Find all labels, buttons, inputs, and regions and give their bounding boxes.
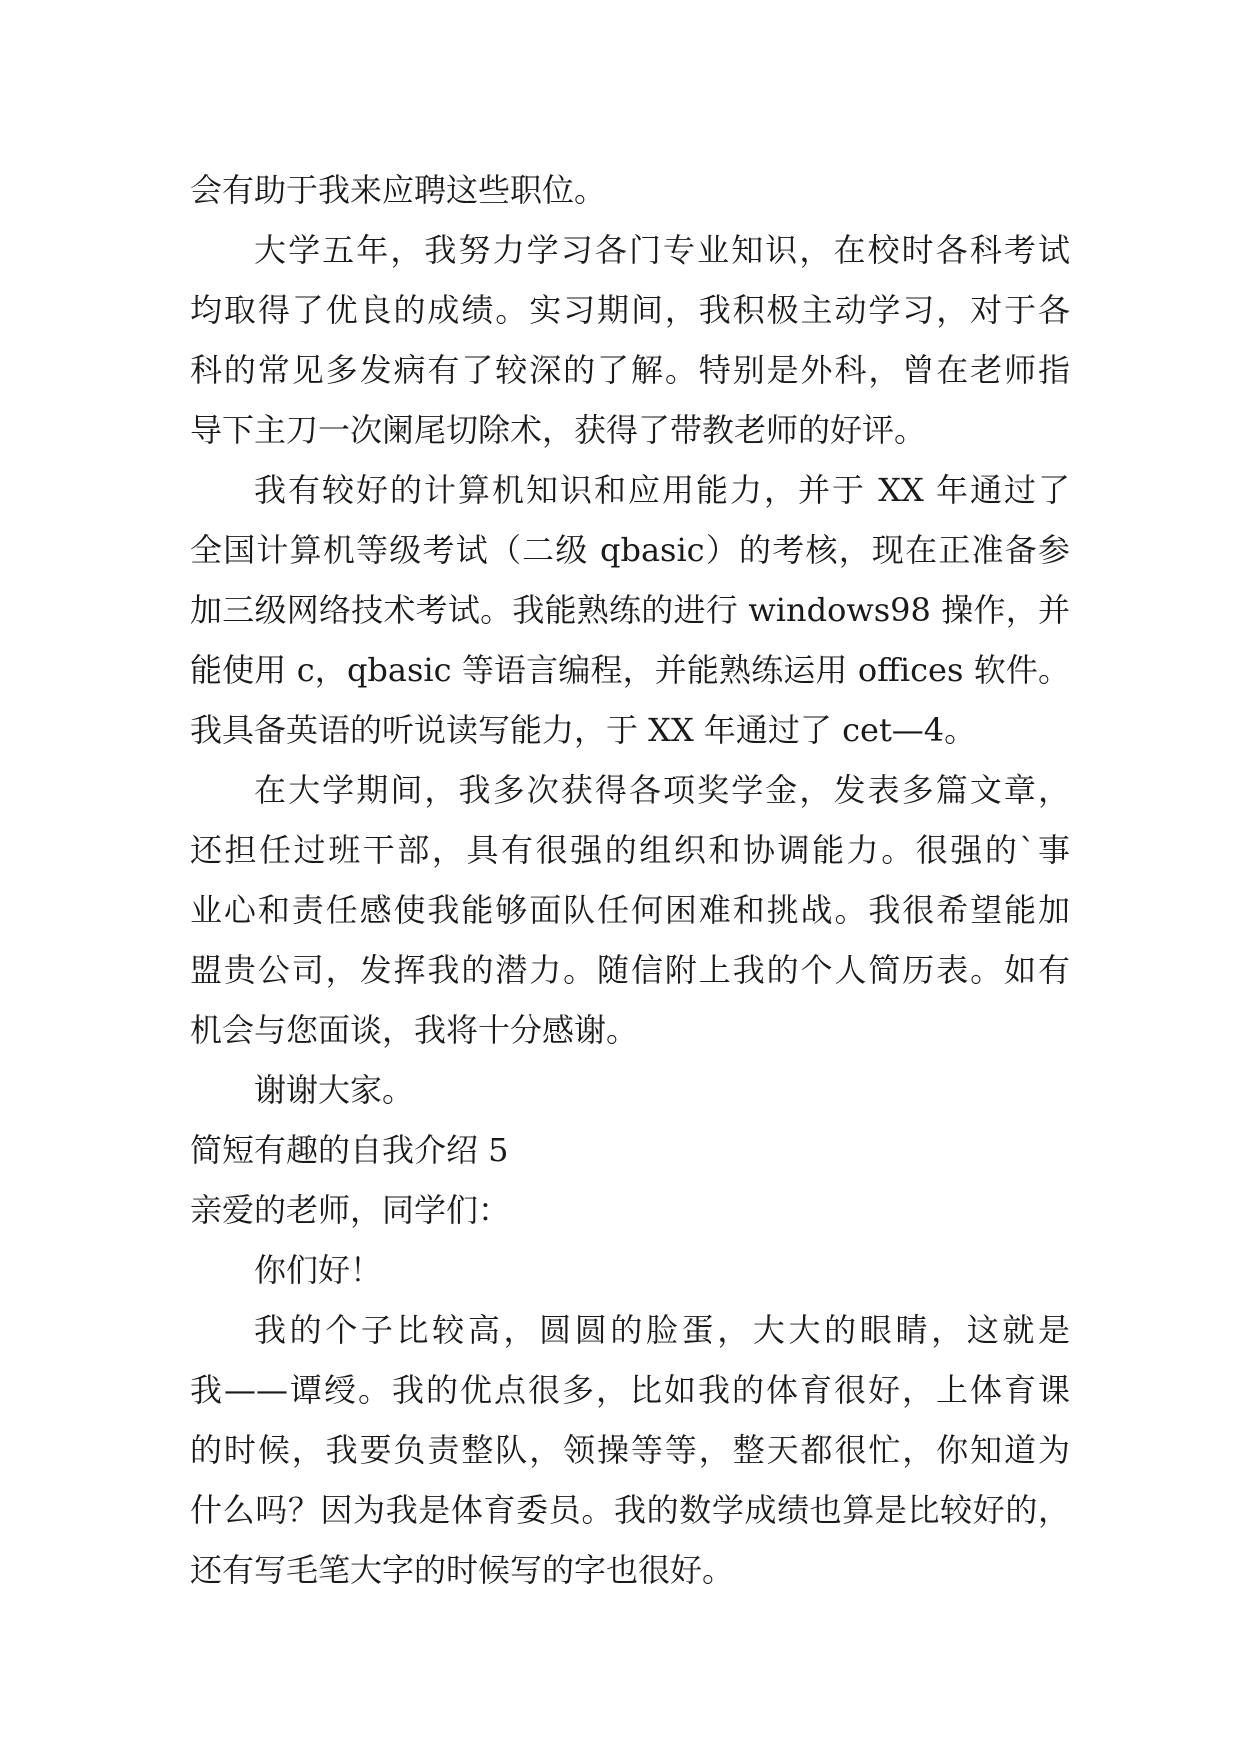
text-line: 会有助于我来应聘这些职位。 (190, 171, 607, 209)
document-body (190, 160, 1070, 1600)
paragraph (190, 1180, 1070, 1240)
text-line: 简短有趣的自我介绍 5 (190, 1131, 509, 1169)
text-line: 科的常见多发病有了较深的了解。特别是外科，曾在老师指 (190, 351, 1070, 389)
paragraph (190, 1060, 1070, 1120)
text-line: 业心和责任感使我能够面队任何困难和挑战。我很希望能加 (190, 891, 1070, 929)
text-line: 均取得了优良的成绩。实习期间，我积极主动学习，对于各 (190, 291, 1070, 329)
text-line: 的时候，我要负责整队，领操等等，整天都很忙，你知道为 (190, 1431, 1070, 1469)
text-line: 谢谢大家。 (254, 1071, 415, 1109)
paragraph (190, 220, 1070, 460)
paragraph (190, 460, 1070, 760)
text-line: 大学五年，我努力学习各门专业知识，在校时各科考试 (254, 231, 1070, 269)
text-line: 全国计算机等级考试（二级 qbasic）的考核，现在正准备参 (190, 531, 1070, 569)
text-line: 我有较好的计算机知识和应用能力，并于 XX 年通过了 (254, 471, 1070, 509)
text-line: 我——谭绶。我的优点很多，比如我的体育很好，上体育课 (190, 1371, 1070, 1409)
text-line: 什么吗？因为我是体育委员。我的数学成绩也算是比较好的， (190, 1491, 1070, 1529)
text-line: 还有写毛笔大字的时候写的字也很好。 (190, 1551, 735, 1589)
paragraph (190, 760, 1070, 1060)
paragraph (190, 1120, 1070, 1180)
text-line: 在大学期间，我多次获得各项奖学金，发表多篇文章， (254, 771, 1070, 809)
text-line: 你们好！ (254, 1251, 383, 1289)
text-line: 机会与您面谈，我将十分感谢。 (190, 1011, 639, 1049)
paragraph (190, 160, 1070, 220)
text-line: 能使用 c，qbasic 等语言编程，并能熟练运用 offices 软件。 (190, 651, 1070, 689)
paragraph (190, 1300, 1070, 1600)
text-line: 导下主刀一次阑尾切除术，获得了带教老师的好评。 (190, 411, 927, 449)
text-line: 盟贵公司，发挥我的潜力。随信附上我的个人简历表。如有 (190, 951, 1070, 989)
text-line: 亲爱的老师，同学们： (190, 1191, 511, 1229)
text-line: 我的个子比较高，圆圆的脸蛋，大大的眼睛，这就是 (254, 1311, 1070, 1349)
paragraph (190, 1240, 1070, 1300)
text-line: 加三级网络技术考试。我能熟练的进行 windows98 操作，并 (190, 591, 1070, 629)
text-line: 我具备英语的听说读写能力，于 XX 年通过了 cet—4。 (190, 711, 977, 749)
text-line: 还担任过班干部，具有很强的组织和协调能力。很强的`事 (190, 831, 1070, 869)
